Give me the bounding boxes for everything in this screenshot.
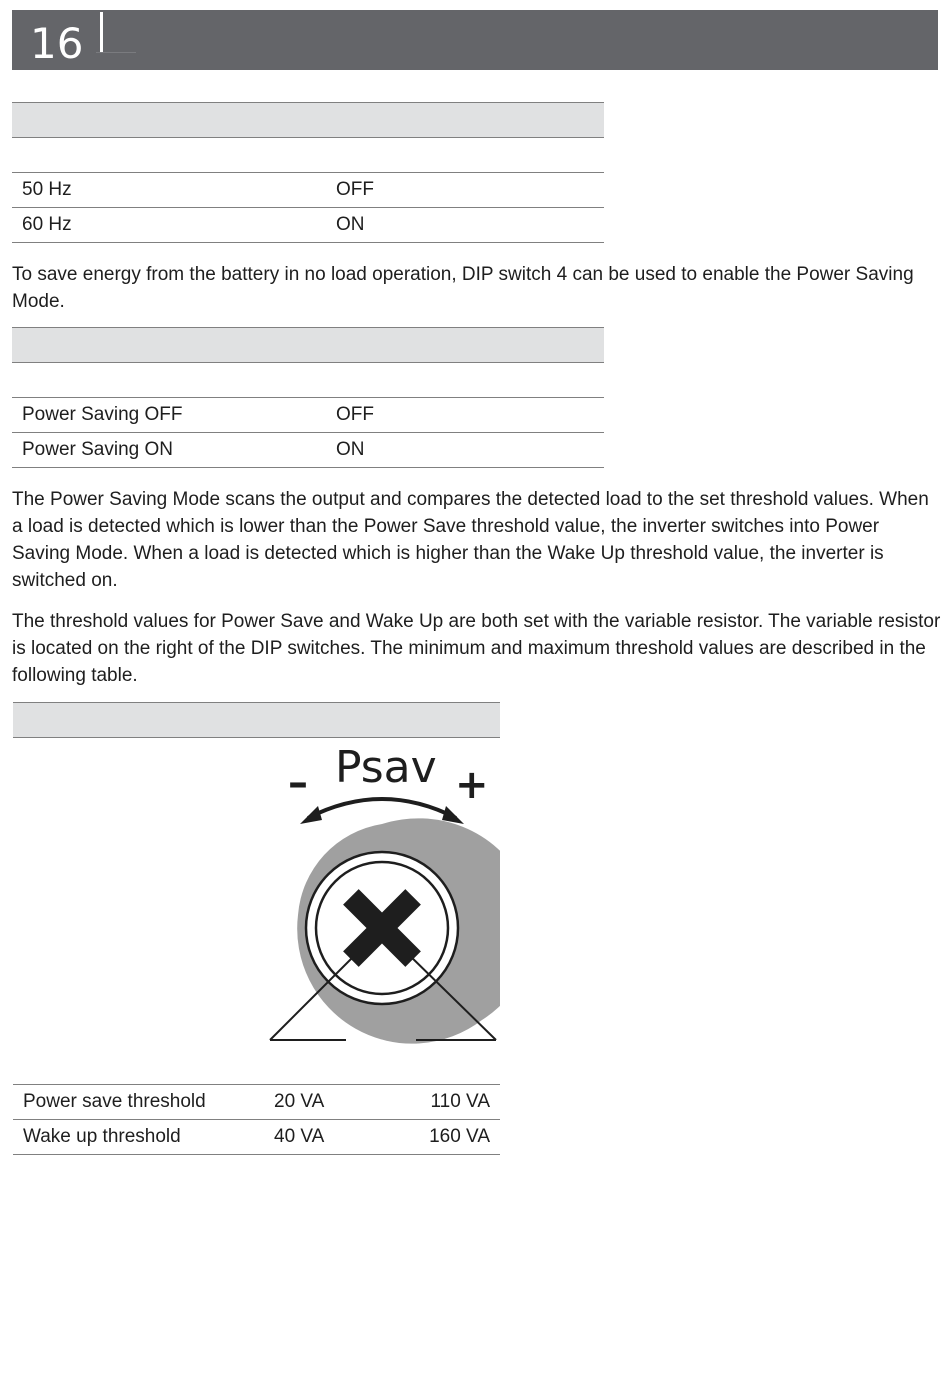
table-cell-value: ON bbox=[326, 433, 604, 468]
table-row bbox=[12, 208, 604, 243]
page-number: 16 bbox=[30, 19, 84, 68]
arrow-left-head-icon bbox=[300, 806, 322, 824]
table-row bbox=[12, 398, 604, 433]
table-header-row bbox=[13, 702, 500, 738]
table-cell-max: 160 VA bbox=[409, 1120, 500, 1155]
table-cell-min: 20 VA bbox=[264, 1085, 409, 1120]
plus-sign: + bbox=[455, 762, 489, 808]
table-cell-label: Wake up threshold bbox=[13, 1120, 264, 1155]
table-cell-value: OFF bbox=[326, 398, 604, 433]
table-cell-label: Power Saving ON bbox=[12, 433, 326, 468]
table-subheader-row bbox=[12, 138, 604, 173]
threshold-figure-box bbox=[13, 702, 500, 738]
table-row bbox=[13, 1120, 500, 1155]
power-saving-table bbox=[12, 327, 604, 468]
table-row bbox=[12, 433, 604, 468]
table-row bbox=[13, 1085, 500, 1120]
frequency-table bbox=[12, 102, 604, 243]
paragraph-threshold: The threshold values for Power Save and Wake Up are both set with the variable resistor. The variable resistor is located on the right of the DIP switches. The minimum and maximum threshold values are described in the following table. bbox=[12, 611, 941, 686]
table-header-row bbox=[12, 328, 604, 363]
table-cell-value: OFF bbox=[326, 173, 604, 208]
paragraph-power-saving-intro: To save energy from the battery in no load operation, DIP switch 4 can be used to enable the Power Saving Mode. bbox=[12, 264, 914, 312]
table-cell-label: Power save threshold bbox=[13, 1085, 264, 1120]
adjust-arrow-arc bbox=[308, 799, 456, 818]
page-header bbox=[12, 10, 938, 70]
table-cell-label: 60 Hz bbox=[12, 208, 326, 243]
header-divider bbox=[100, 12, 103, 52]
table-cell-min: 40 VA bbox=[264, 1120, 409, 1155]
psav-potentiometer-figure bbox=[260, 740, 500, 1050]
table-cell-label: Power Saving OFF bbox=[12, 398, 326, 433]
table-header-row bbox=[12, 103, 604, 138]
table-subheader-row bbox=[12, 363, 604, 398]
table-cell-value: ON bbox=[326, 208, 604, 243]
threshold-table bbox=[13, 1084, 500, 1155]
arrow-right-head-icon bbox=[442, 806, 464, 824]
minus-sign: – bbox=[288, 760, 308, 806]
table-cell-max: 110 VA bbox=[409, 1085, 500, 1120]
table-row bbox=[12, 173, 604, 208]
psav-label: Psav bbox=[335, 742, 437, 793]
paragraph-scan: The Power Saving Mode scans the output and compares the detected load to the set threshold values. When a load is detected which is lower than the Power Save threshold value, the inverter switches into Power Saving Mode. When a load is detected which is higher than the Wake Up threshold value, the inverter is switched on. bbox=[12, 489, 929, 591]
table-cell-label: 50 Hz bbox=[12, 173, 326, 208]
